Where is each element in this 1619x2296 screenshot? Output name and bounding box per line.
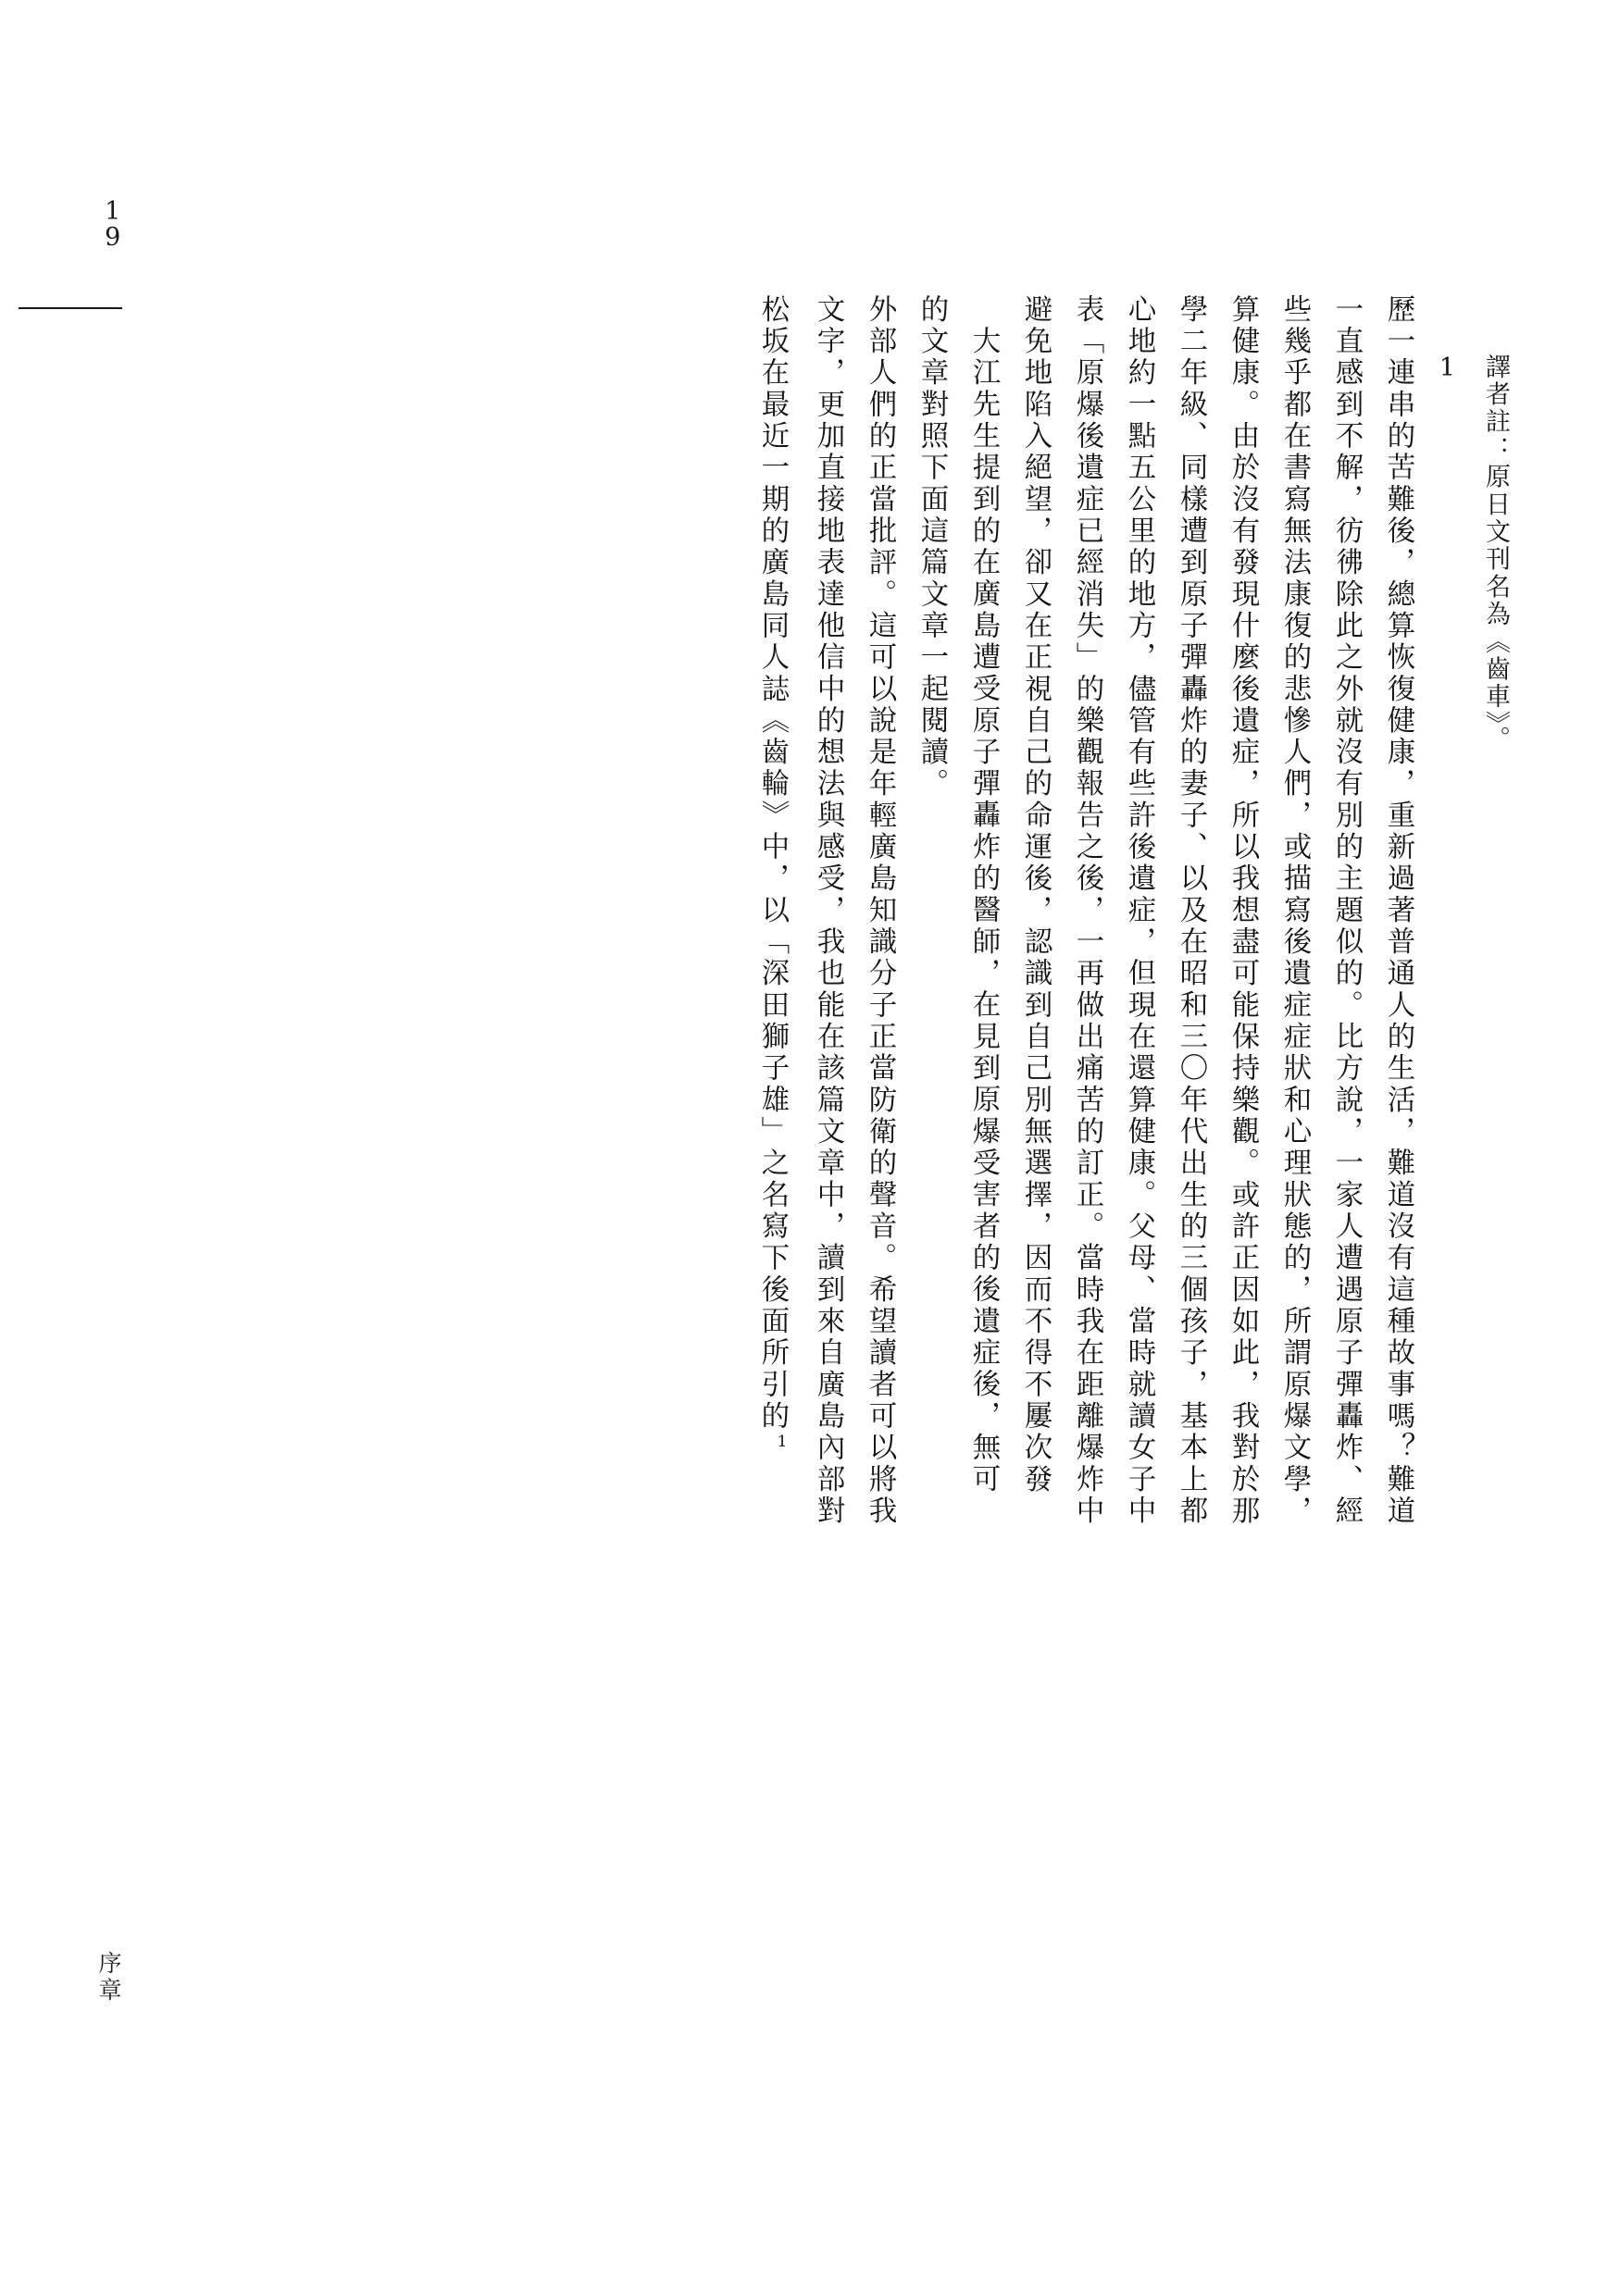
text-column: 學二年級、同樣遭到原子彈轟炸的妻子、以及在昭和三〇年代出生的三個孩子，基本上都 (1175, 294, 1207, 1528)
page-number (89, 199, 137, 252)
footnote-text: 譯者註：原日文刊名為《齒車》。 (1481, 354, 1510, 753)
text-column: 算健康。由於沒有發現什麼後遺症，所以我想盡可能保持樂觀。或許正因如此，我對於那 (1227, 294, 1259, 1528)
text-column: 些幾乎都在書寫無法康復的悲慘人們，或描寫後遺症症狀和心理狀態的，所謂原爆文學， (1278, 294, 1311, 1528)
text-body (738, 294, 1508, 1951)
text-column: 心地約一點五公里的地方，儘管有些許後遺症，但現在還算健康。父母、當時就讀女子中 (1123, 294, 1155, 1528)
text-column: 文字，更加直接地表達他信中的想法與感受，我也能在該篇文章中，讀到來自廣島內部對 (812, 294, 844, 1528)
footnote-number: 1 (1433, 354, 1462, 385)
text-column: 表「原爆後遺症已經消失」的樂觀報告之後，一再做出痛苦的訂正。當時我在距離爆炸中 (1071, 294, 1103, 1528)
page-number-rule (19, 307, 122, 309)
running-footer-label: 序章 (98, 1950, 122, 2004)
running-footer (89, 1951, 131, 2004)
footnote-marker: 1 (773, 1432, 791, 1451)
page-number-digit-2: 9 (105, 223, 121, 253)
text-column: 一直感到不解，彷彿除此之外就沒有別的主題似的。比方說，一家人遭遇原子彈轟炸、經 (1330, 294, 1363, 1528)
text-column-content: 松坂在最近一期的廣島同人誌《齒輪》中，以「深田獅子雄」之名寫下後面所引的 (755, 294, 789, 1433)
text-column: 外部人們的正當批評。這可以說是年輕廣島知識分子正當防衛的聲音。希望讀者可以將我 (864, 294, 896, 1528)
text-column (738, 294, 790, 1951)
text-column: 的文章對照下面這篇文章一起閱讀。 (915, 294, 948, 800)
page-number-digit-1: 1 (105, 197, 121, 226)
text-column: 大江先生提到的在廣島遭受原子彈轟炸的醫師，在見到原爆受害者的後遺症後，無可 (967, 326, 1000, 1496)
text-column: 歷一連串的苦難後，總算恢復健康，重新過著普通人的生活，難道沒有這種故事嗎？難道 (1382, 294, 1414, 1528)
text-column: 避免地陷入絕望，卻又在正視自己的命運後，認識到自己別無選擇，因而不得不屢次發 (1019, 294, 1052, 1496)
